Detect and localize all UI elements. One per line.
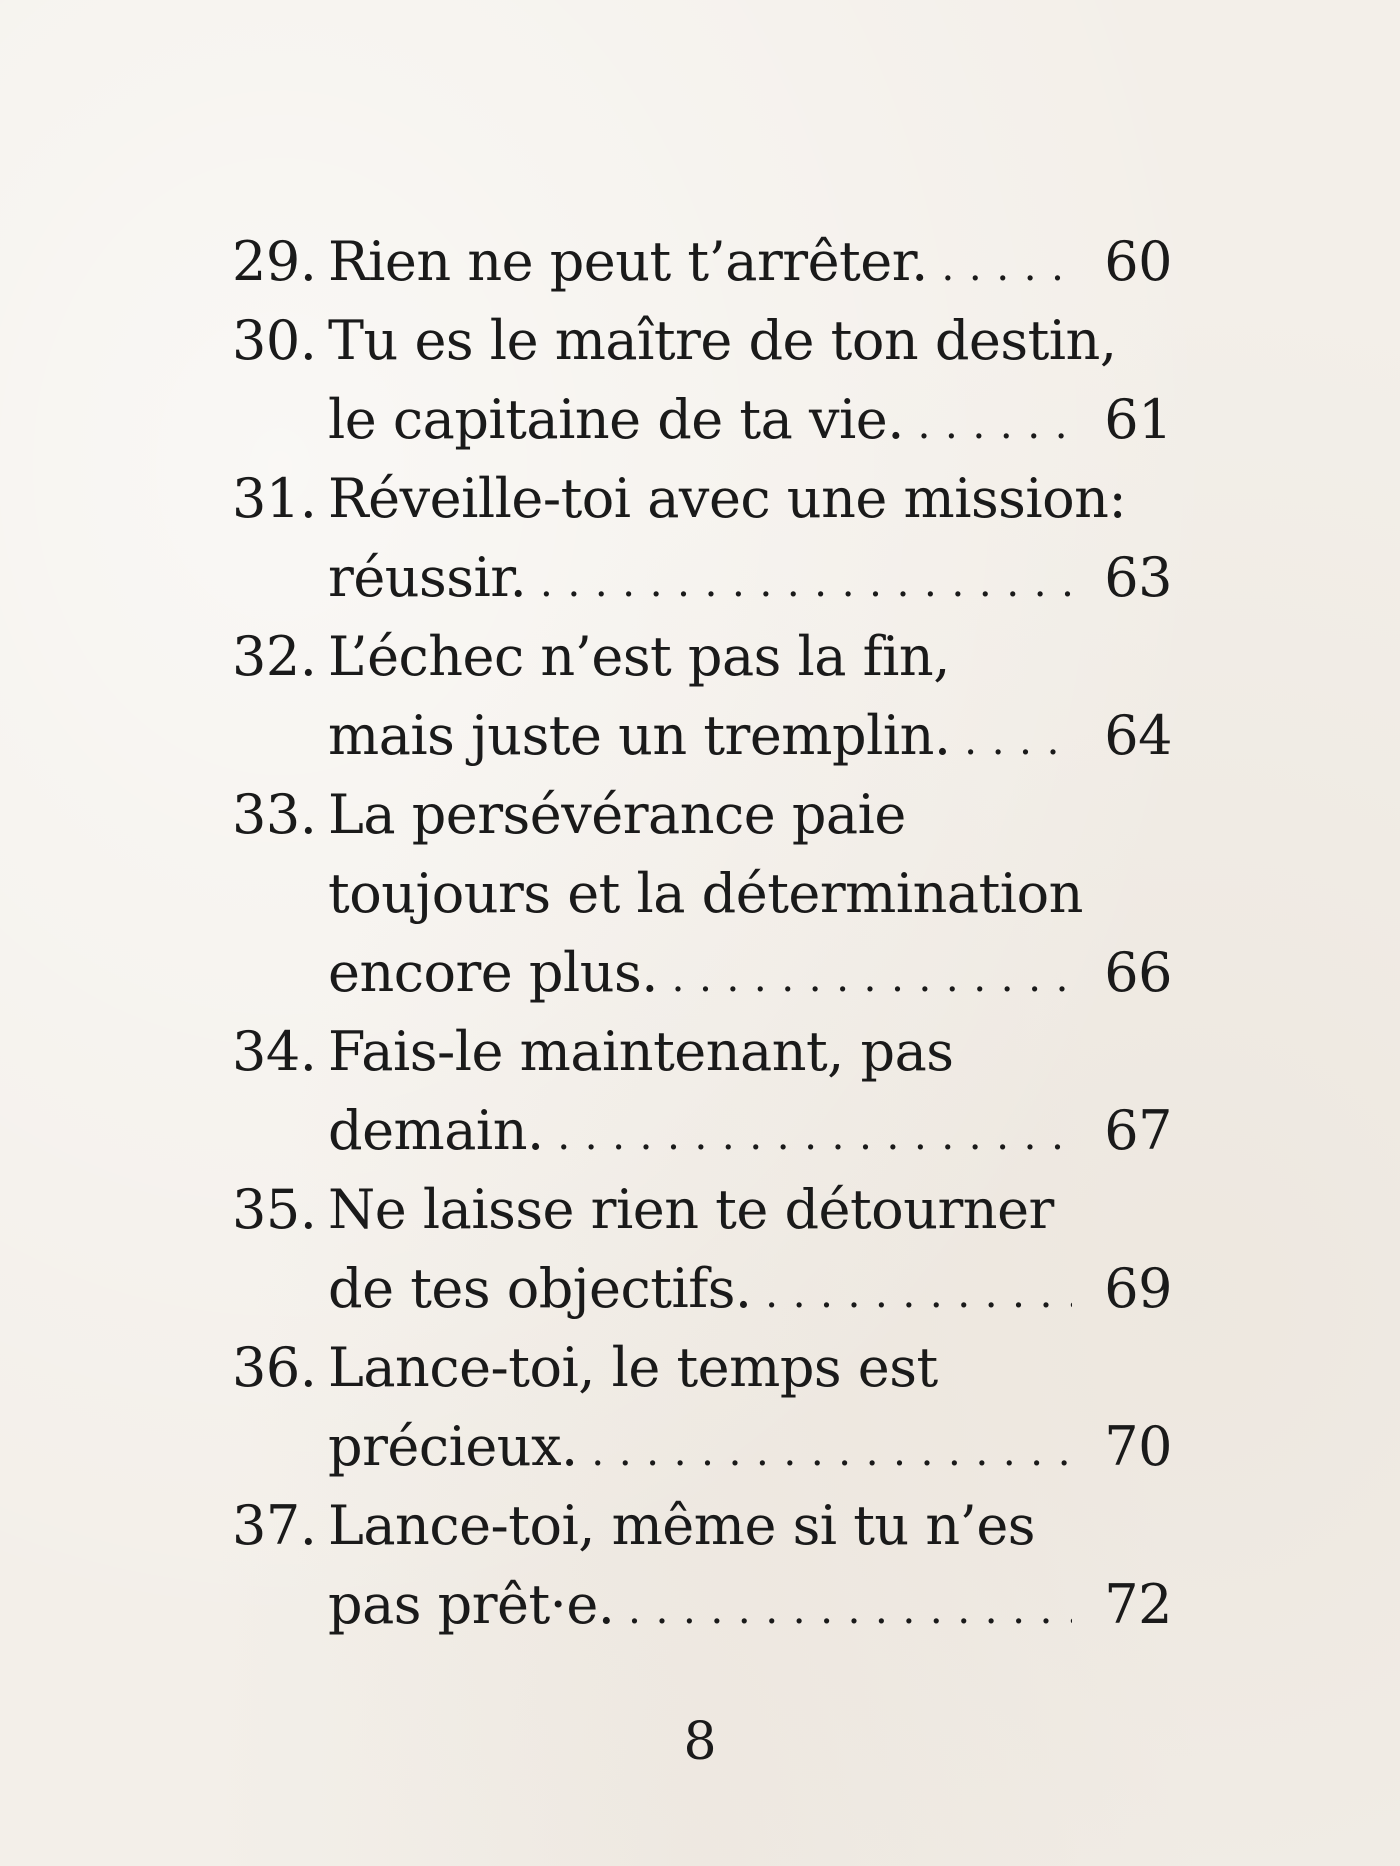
toc-line bbox=[232, 1170, 1172, 1249]
entry-title: Ne laisse rien te détourner bbox=[328, 1178, 1054, 1241]
entry-page-number: 70 bbox=[1104, 1415, 1172, 1478]
entry-title: L’échec n’est pas la fin, bbox=[328, 625, 950, 688]
toc-line bbox=[232, 1249, 1172, 1328]
toc-line bbox=[232, 222, 1172, 301]
entry-number: 37. bbox=[232, 1494, 317, 1557]
toc-line bbox=[232, 617, 1172, 696]
toc-line bbox=[232, 775, 1172, 854]
entry-page-number: 61 bbox=[1104, 388, 1172, 451]
toc-line bbox=[232, 1486, 1172, 1565]
entry-title: demain. . . . bbox=[328, 1091, 1072, 1176]
toc-line bbox=[232, 1328, 1172, 1407]
entry-number: 29. bbox=[232, 230, 317, 293]
entry-page-number: 72 bbox=[1104, 1573, 1172, 1636]
entry-title: toujours et la détermination bbox=[328, 862, 1083, 925]
entry-title: Fais-le maintenant, pas bbox=[328, 1020, 954, 1083]
entry-title: pas prêt·e. . . . bbox=[328, 1565, 1072, 1650]
entry-number: 30. bbox=[232, 309, 317, 372]
page-folio: 8 bbox=[683, 1712, 717, 1772]
toc-line bbox=[232, 1407, 1172, 1486]
entry-title: encore plus. . . . bbox=[328, 933, 1072, 1018]
toc-line bbox=[232, 380, 1172, 459]
entry-page-number: 66 bbox=[1104, 941, 1172, 1004]
toc-line bbox=[232, 538, 1172, 617]
entry-title: Tu es le maître de ton destin, bbox=[328, 309, 1117, 372]
toc-entry bbox=[232, 222, 1172, 301]
entry-title: le capitaine de ta vie. . . . bbox=[328, 380, 1072, 465]
entry-title: La persévérance paie bbox=[328, 783, 906, 846]
toc-line bbox=[232, 854, 1172, 933]
entry-title: réussir. . . . bbox=[328, 538, 1072, 623]
entry-title: précieux. . . . bbox=[328, 1407, 1072, 1492]
toc-entry bbox=[232, 1170, 1172, 1328]
toc-line bbox=[232, 1012, 1172, 1091]
entry-title: de tes objectifs. . . . bbox=[328, 1249, 1072, 1334]
entry-number: 32. bbox=[232, 625, 317, 688]
toc-entry bbox=[232, 1012, 1172, 1170]
entry-number: 33. bbox=[232, 783, 317, 846]
toc-entry bbox=[232, 459, 1172, 617]
entry-page-number: 63 bbox=[1104, 546, 1172, 609]
entry-page-number: 64 bbox=[1104, 704, 1172, 767]
entry-page-number: 69 bbox=[1104, 1257, 1172, 1320]
entry-number: 36. bbox=[232, 1336, 317, 1399]
entry-page-number: 60 bbox=[1104, 230, 1172, 293]
entry-number: 34. bbox=[232, 1020, 317, 1083]
entry-title: Rien ne peut t’arrêter. . . . bbox=[328, 222, 1072, 307]
toc-line bbox=[232, 459, 1172, 538]
table-of-contents bbox=[232, 222, 1172, 1644]
toc-line bbox=[232, 1565, 1172, 1644]
entry-title: Lance-toi, même si tu n’es bbox=[328, 1494, 1035, 1557]
entry-page-number: 67 bbox=[1104, 1099, 1172, 1162]
toc-entry bbox=[232, 1328, 1172, 1486]
entry-title: Réveille-toi avec une mission: bbox=[328, 467, 1127, 530]
toc-line bbox=[232, 933, 1172, 1012]
toc-line bbox=[232, 301, 1172, 380]
entry-number: 31. bbox=[232, 467, 317, 530]
entry-number: 35. bbox=[232, 1178, 317, 1241]
toc-entry bbox=[232, 301, 1172, 459]
toc-entry bbox=[232, 775, 1172, 1012]
toc-line bbox=[232, 696, 1172, 775]
toc-entry bbox=[232, 617, 1172, 775]
toc-entry bbox=[232, 1486, 1172, 1644]
entry-title: Lance-toi, le temps est bbox=[328, 1336, 938, 1399]
entry-title: mais juste un tremplin. . . . bbox=[328, 696, 1072, 781]
toc-line bbox=[232, 1091, 1172, 1170]
